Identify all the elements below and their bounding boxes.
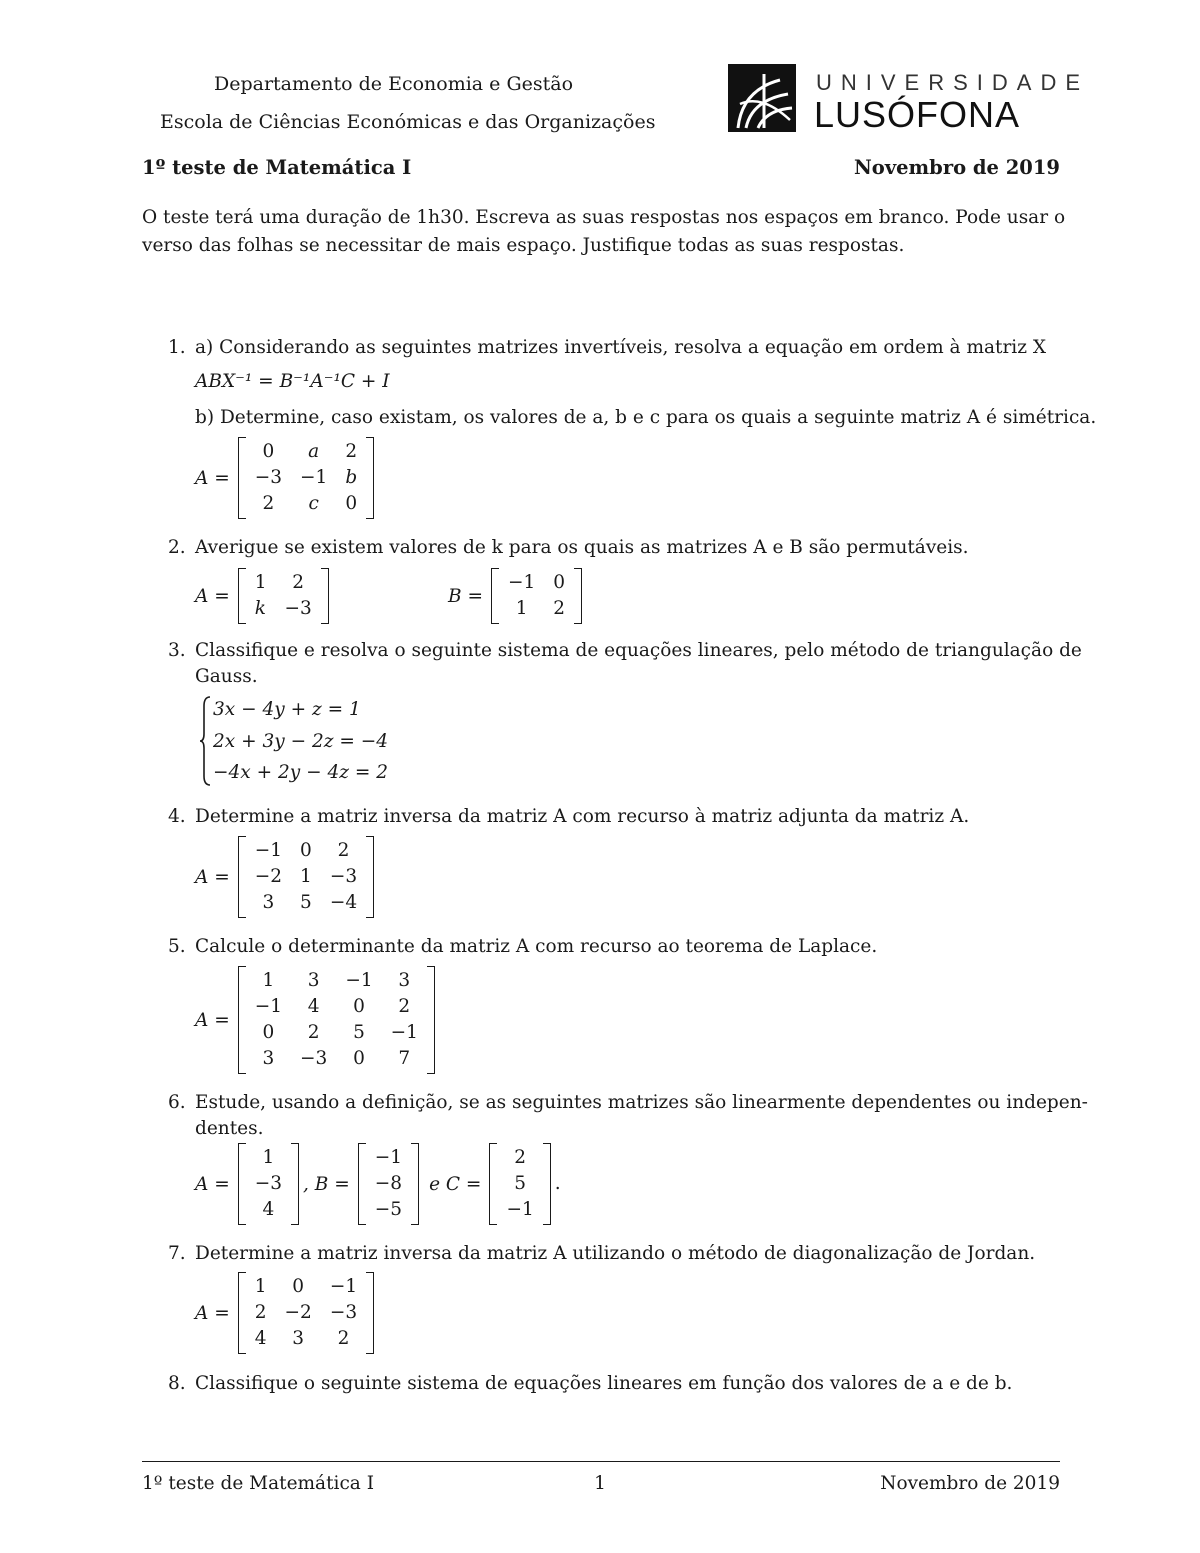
test-title: 1º teste de Matemática I [142,156,412,179]
matrix-entry: −3 [300,1048,328,1069]
question-number: 3. [168,640,186,661]
footer-date: Novembro de 2019 [880,1473,1060,1494]
footer-title: 1º teste de Matemática I [142,1473,375,1494]
matrix-label: , B = [303,1173,350,1195]
matrix-entry: −3 [284,598,312,619]
matrix-entry: −3 [254,467,283,488]
matrix-entry: 4 [262,1199,275,1220]
university-emblem-icon [728,64,796,132]
q2-text: Averigue se existem valores de k para os quais as matrizes A e B são permutáveis. [195,537,969,558]
matrix-entry: −1 [390,1022,418,1043]
matrix-entry: 2 [553,598,566,619]
matrix-entry: −5 [374,1199,403,1220]
matrix-entry: 2 [337,840,350,861]
matrix-entry: 0 [262,441,275,462]
university-logo [728,64,1090,136]
matrix-entry: −2 [284,1302,312,1323]
matrix-entry: 0 [345,493,358,514]
question-number: 4. [168,806,186,827]
left-brace-icon [199,696,211,786]
matrix-entry: −3 [329,866,358,887]
question-number: 2. [168,537,186,558]
q4-matrix [195,836,374,918]
q4-text: Determine a matriz inversa da matriz A com recurso à matriz adjunta da matriz A. [195,806,970,827]
matrix-entry: 1 [262,1147,275,1168]
matrix-entry: 2 [307,1022,320,1043]
matrix-entry: 2 [254,1302,267,1323]
matrix-entry: 3 [262,1048,275,1069]
q6-text-line-1: Estude, usando a definição, se as seguintes matrizes são linearmente dependentes ou indepen- [195,1092,1088,1113]
q3-equation-system [199,696,419,790]
q2-matrix-b [448,568,582,624]
q2-matrix-a [195,568,329,624]
matrix-entry: 5 [514,1173,526,1194]
matrix-entry: 0 [300,840,312,861]
matrix-entry: k [254,598,266,619]
matrix-entry: 2 [337,1328,350,1349]
school-name: Escola de Ciências Económicas e das Organizações [160,111,656,133]
matrix-brackets [238,1272,374,1354]
matrix-entry: 0 [353,1048,365,1069]
matrix-brackets [238,836,374,918]
matrix-entry: 3 [398,970,411,991]
matrix-entry: −1 [507,572,536,593]
matrix-entry: 3 [262,892,275,913]
matrix-entry: 1 [262,970,275,991]
department-name: Departamento de Economia e Gestão [214,73,574,95]
matrix-entry: 0 [353,996,365,1017]
system-equation: 2x + 3y − 2z = −4 [213,731,389,752]
q7-matrix [195,1272,374,1354]
matrix-entry: 0 [262,1022,275,1043]
matrix-entry: −1 [329,1276,358,1297]
matrix-entry: 0 [553,572,566,593]
matrix-brackets [238,966,435,1074]
instructions-line-1: O teste terá uma duração de 1h30. Escreva as suas respostas nos espaços em branco. Pode usar o [142,207,1066,228]
q1-part-a: a) Considerando as seguintes matrizes invertíveis, resolva a equação em ordem à matriz X [195,337,1047,358]
q5-text: Calcule o determinante da matriz A com recurso ao teorema de Laplace. [195,936,878,957]
matrix-entry: −1 [506,1199,534,1220]
question-number: 5. [168,936,186,957]
q5-matrix [195,966,435,1074]
matrix-entry: −1 [374,1147,403,1168]
logo-top-text: UNIVERSIDADE [816,70,1090,95]
matrix-entry: 2 [262,493,275,514]
matrix-entry: c [308,493,319,514]
matrix-entry: −1 [345,970,373,991]
matrix-label: e C = [429,1173,482,1195]
matrix-entry: 4 [254,1328,267,1349]
matrix-brackets [238,1143,299,1225]
question-number: 7. [168,1243,186,1264]
matrix-entry: b [345,467,358,488]
matrix-label: A = [195,467,230,489]
system-equation: −4x + 2y − 4z = 2 [213,762,389,783]
matrix-entry: −1 [254,996,283,1017]
matrix-entry: 5 [353,1022,365,1043]
matrix-label: A = [195,1302,230,1324]
matrix-entry: −1 [300,467,328,488]
matrix-entry: 0 [292,1276,305,1297]
matrix-entry: 3 [307,970,320,991]
q1-equation: ABX⁻¹ = B⁻¹A⁻¹C + I [195,371,390,392]
matrix-label: A = [195,585,230,607]
matrix-entry: −4 [329,892,358,913]
matrix-label: B = [448,585,483,607]
matrix-entry: 1 [254,1276,267,1297]
matrix-label: A = [195,1009,230,1031]
matrix-brackets [358,1143,419,1225]
matrix-brackets [238,568,329,624]
question-number: 6. [168,1092,186,1113]
matrix-entry: 2 [514,1147,526,1168]
question-number: 1. [168,337,186,358]
matrix-brackets [238,437,374,519]
q1-part-b: b) Determine, caso existam, os valores de a, b e c para os quais a seguinte matriz A é simétrica. [195,407,1097,428]
matrix-entry: 1 [300,866,312,887]
question-number: 8. [168,1373,186,1394]
page-number: 1 [594,1473,606,1494]
q8-text: Classifique o seguinte sistema de equações lineares em função dos valores de a e de b. [195,1373,1013,1394]
matrix-entry: 2 [345,441,358,462]
matrix-entry: a [308,441,320,462]
matrix-label: A = [195,1173,230,1195]
matrix-entry: 4 [307,996,320,1017]
matrix-label: A = [195,866,230,888]
matrix-entry: 1 [515,598,528,619]
matrix-entry: −1 [254,840,283,861]
instructions-line-2: verso das folhas se necessitar de mais espaço. Justifique todas as suas respostas. [142,235,905,256]
system-equation: 3x − 4y + z = 1 [213,699,361,720]
logo-main-text: LUSÓFONA [814,94,1021,135]
matrix-entry: 1 [254,572,267,593]
q7-text: Determine a matriz inversa da matriz A utilizando o método de diagonalização de Jordan. [195,1243,1036,1264]
matrix-entry: −3 [254,1173,283,1194]
period: . [554,1173,561,1194]
matrix-entry: −8 [374,1173,403,1194]
q6-text-line-2: dentes. [195,1118,264,1139]
q6-vectors [195,1143,561,1225]
matrix-entry: 5 [300,892,312,913]
footer-divider [142,1461,1060,1462]
matrix-entry: −3 [329,1302,358,1323]
matrix-entry: 2 [292,572,305,593]
test-date: Novembro de 2019 [853,156,1060,179]
q1-matrix [195,437,374,519]
matrix-entry: 3 [292,1328,305,1349]
matrix-entry: −2 [254,866,283,887]
q3-text-line-1: Classifique e resolva o seguinte sistema de equações lineares, pelo método de triangulação de [195,640,1082,661]
matrix-brackets [491,568,582,624]
matrix-entry: 7 [398,1048,411,1069]
matrix-entry: 2 [398,996,411,1017]
matrix-brackets [489,1143,550,1225]
q3-text-line-2: Gauss. [195,666,258,687]
